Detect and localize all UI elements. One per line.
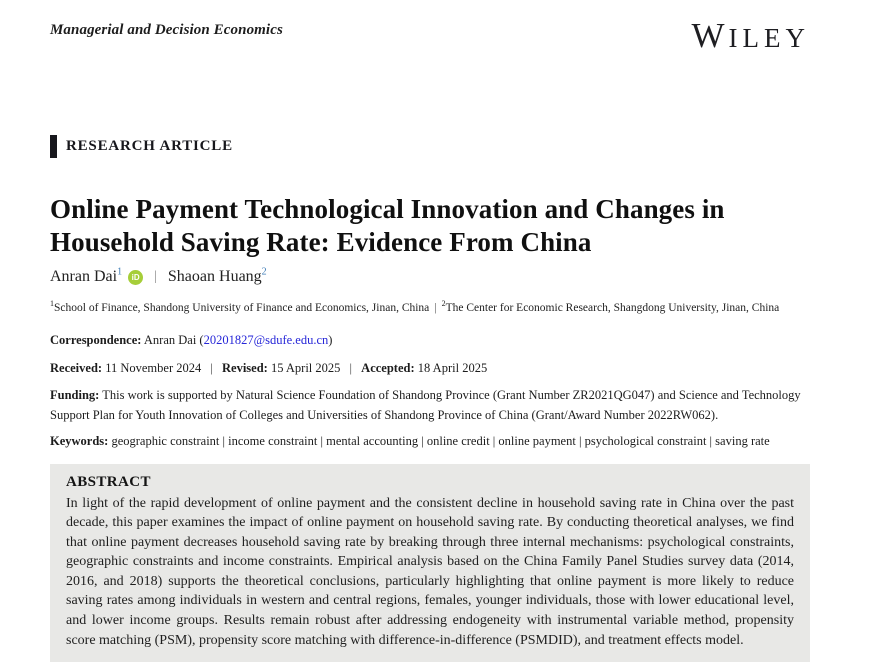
affiliation-1-superscript: 1: [50, 299, 54, 308]
author-1-superscript: 1: [117, 267, 122, 278]
history-divider: |: [210, 361, 213, 375]
author-2-name: Shaoan Huang: [168, 268, 262, 285]
authors-row: [50, 268, 810, 286]
correspondence-line: [50, 331, 810, 351]
affiliation-2-superscript: 2: [442, 299, 446, 308]
close-paren: ): [328, 333, 332, 347]
journal-name: Managerial and Decision Economics: [50, 22, 283, 39]
affiliation-1-text: School of Finance, Shandong University of Finance and Economics, Jinan, China: [54, 302, 429, 314]
author-1-name: Anran Dai: [50, 268, 117, 285]
abstract-heading: ABSTRACT: [66, 474, 794, 491]
history-divider: |: [350, 361, 353, 375]
article-type-label: RESEARCH ARTICLE: [66, 138, 233, 155]
affiliation-divider: |: [434, 302, 436, 314]
article-type-row: [50, 135, 810, 158]
open-paren: (: [199, 333, 203, 347]
affiliations-line: [50, 302, 810, 314]
revised-label: Revised:: [222, 361, 268, 375]
keywords-text: geographic constraint | income constraint | mental accounting | online credit | online payment | psychological constraint | saving rate: [111, 434, 769, 448]
keywords-label: Keywords:: [50, 434, 108, 448]
affiliation-2-text: The Center for Economic Research, Shangdong University, Jinan, China: [446, 302, 780, 314]
revised-date: 15 April 2025: [271, 361, 340, 375]
title-line-2: Household Saving Rate: Evidence From China: [50, 226, 810, 259]
title-line-1: Online Payment Technological Innovation and Changes in: [50, 193, 810, 226]
history-line: [50, 359, 810, 379]
article-type-bar-icon: [50, 135, 57, 158]
author-2-superscript: 2: [262, 267, 267, 278]
funding-line: [50, 386, 810, 425]
keywords-line: [50, 432, 810, 452]
correspondence-email-link[interactable]: 20201827@sdufe.edu.cn: [204, 333, 329, 347]
wiley-logo-w: W: [691, 16, 728, 55]
masthead: [50, 16, 810, 53]
correspondence-name: Anran Dai: [144, 333, 196, 347]
article-title: [50, 193, 810, 259]
correspondence-label: Correspondence:: [50, 333, 141, 347]
accepted-date: 18 April 2025: [418, 361, 487, 375]
abstract-box: [50, 464, 810, 662]
received-label: Received:: [50, 361, 102, 375]
funding-text: This work is supported by Natural Science Foundation of Shandong Province (Grant Number ZR2021QG047) and Science and Technology Support Plan for Youth Innovation of Colleges and Universities of Shandong Province of China (Grant/Award Number 2022RW062).: [50, 388, 801, 422]
received-date: 11 November 2024: [105, 361, 201, 375]
author-1: [50, 268, 122, 286]
author-2: [168, 268, 267, 286]
accepted-label: Accepted:: [361, 361, 414, 375]
orcid-icon[interactable]: iD: [128, 270, 143, 285]
correspondence-email-wrap: [199, 333, 332, 347]
abstract-text: In light of the rapid development of online payment and the consistent decline in household saving rate in China over the past decade, this paper examines the impact of online payment on household saving rate. By conducting theoretical analyses, we find that online payment decreases household saving rate by breaking through three internal mechanisms: psychological constraints, geographic constraints and income constraints. Empirical analysis based on the China Family Panel Studies survey data (2014, 2016, and 2018) supports the theoretical conclusions, particularly highlighting that online payment is more likely to reduce saving rates among individuals in western and central regions, females, younger individuals, those with lower educational level, and lower income groups. Results remain robust after addressing endogeneity with instrumental variable method, propensity score matching (PSM), propensity score matching with difference-in-difference (PSMDID), and treatment effects model.: [66, 494, 794, 651]
author-divider: |: [154, 269, 157, 285]
funding-label: Funding:: [50, 388, 99, 402]
wiley-logo-rest: ILEY: [729, 23, 810, 53]
wiley-logo: [691, 18, 810, 53]
